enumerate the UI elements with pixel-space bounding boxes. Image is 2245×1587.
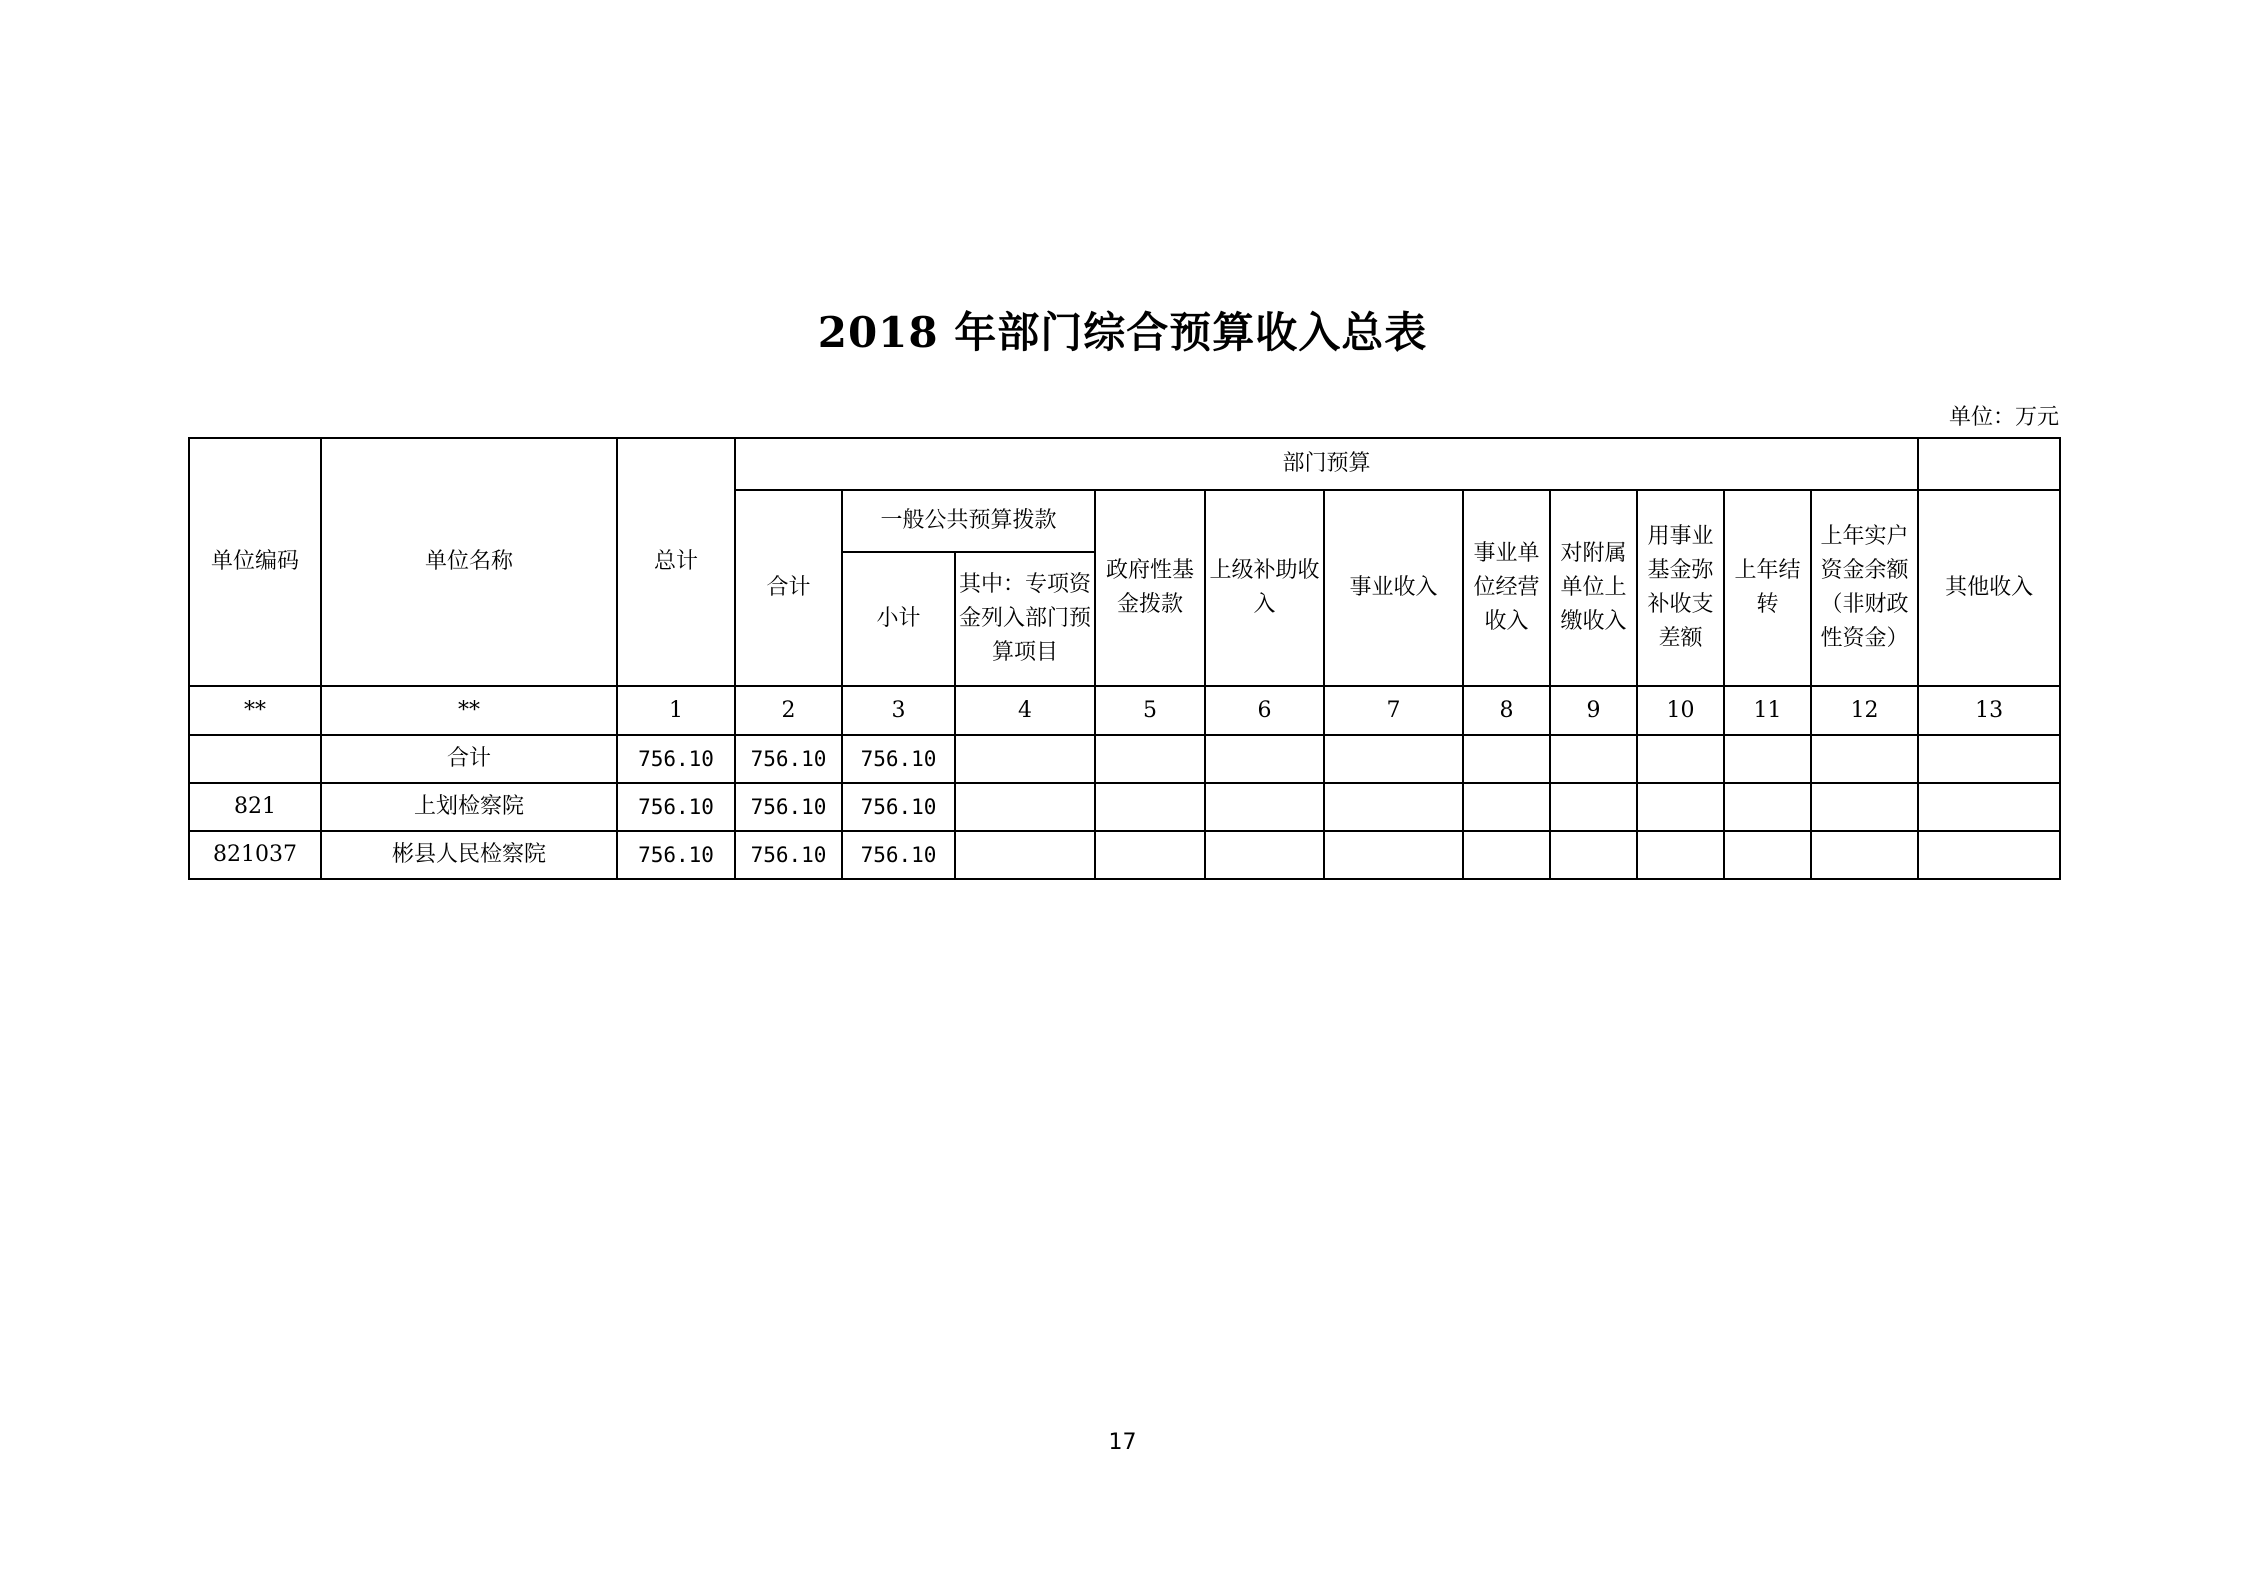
cell-empty	[1324, 831, 1463, 879]
cell-empty	[1463, 783, 1550, 831]
cell-empty	[1637, 783, 1724, 831]
header-career-income: 事业收入	[1324, 490, 1463, 686]
index-cell: 12	[1811, 686, 1918, 735]
header-row-1	[189, 438, 2060, 490]
header-dept-budget: 部门预算	[735, 438, 1918, 490]
cell-empty	[1550, 783, 1637, 831]
cell-empty	[1811, 783, 1918, 831]
cell-empty	[955, 831, 1095, 879]
cell-empty	[1724, 783, 1811, 831]
index-cell: 8	[1463, 686, 1550, 735]
index-cell: 2	[735, 686, 842, 735]
cell-total: 756.10	[617, 735, 735, 783]
cell-empty	[1095, 783, 1205, 831]
index-cell: 6	[1205, 686, 1324, 735]
index-cell: 13	[1918, 686, 2060, 735]
header-subtotal: 小计	[842, 552, 955, 686]
cell-empty	[1550, 735, 1637, 783]
index-cell: 10	[1637, 686, 1724, 735]
header-empty	[1918, 438, 2060, 490]
cell-empty	[1918, 831, 2060, 879]
cell-empty	[1724, 831, 1811, 879]
header-operation-income: 事业单位经营收入	[1463, 490, 1550, 686]
cell-code: 821	[189, 783, 321, 831]
cell-name: 彬县人民检察院	[321, 831, 617, 879]
cell-empty	[1205, 783, 1324, 831]
header-career-fund-gap: 用事业基金弥补收支差额	[1637, 490, 1724, 686]
header-unit-name: 单位名称	[321, 438, 617, 686]
cell-name: 上划检察院	[321, 783, 617, 831]
index-row	[189, 686, 2060, 735]
cell-empty	[1463, 735, 1550, 783]
cell-empty	[1724, 735, 1811, 783]
cell-empty	[1095, 831, 1205, 879]
cell-subtotal: 756.10	[842, 735, 955, 783]
cell-empty	[955, 783, 1095, 831]
cell-empty	[955, 735, 1095, 783]
cell-empty	[1324, 783, 1463, 831]
index-cell: 11	[1724, 686, 1811, 735]
cell-empty	[1811, 735, 1918, 783]
index-cell: **	[189, 686, 321, 735]
page-number: 17	[1108, 1430, 1137, 1455]
header-affiliated-income: 对附属单位上缴收入	[1550, 490, 1637, 686]
cell-empty	[1811, 831, 1918, 879]
cell-empty	[1550, 831, 1637, 879]
header-unit-code: 单位编码	[189, 438, 321, 686]
table-row	[189, 735, 2060, 783]
index-cell: **	[321, 686, 617, 735]
cell-sum: 756.10	[735, 783, 842, 831]
cell-code	[189, 735, 321, 783]
cell-empty	[1205, 735, 1324, 783]
index-cell: 9	[1550, 686, 1637, 735]
header-total: 总计	[617, 438, 735, 686]
cell-empty	[1205, 831, 1324, 879]
cell-code: 821037	[189, 831, 321, 879]
table-row	[189, 831, 2060, 879]
cell-total: 756.10	[617, 831, 735, 879]
cell-empty	[1918, 783, 2060, 831]
table-row	[189, 783, 2060, 831]
cell-subtotal: 756.10	[842, 831, 955, 879]
page-title: 2018 年部门综合预算收入总表	[817, 308, 1428, 357]
header-general-public: 一般公共预算拨款	[842, 490, 1095, 552]
index-cell: 5	[1095, 686, 1205, 735]
header-upper-subsidy: 上级补助收入	[1205, 490, 1324, 686]
header-other-income: 其他收入	[1918, 490, 2060, 686]
unit-label: 单位：万元	[1948, 405, 2059, 430]
header-special-funds: 其中：专项资金列入部门预算项目	[955, 552, 1095, 686]
cell-sum: 756.10	[735, 831, 842, 879]
header-last-year-balance: 上年实户资金余额（非财政性资金）	[1811, 490, 1918, 686]
index-cell: 1	[617, 686, 735, 735]
budget-table	[188, 437, 2061, 880]
cell-empty	[1918, 735, 2060, 783]
cell-empty	[1637, 831, 1724, 879]
cell-empty	[1637, 735, 1724, 783]
cell-empty	[1095, 735, 1205, 783]
index-cell: 3	[842, 686, 955, 735]
cell-empty	[1324, 735, 1463, 783]
cell-sum: 756.10	[735, 735, 842, 783]
cell-total: 756.10	[617, 783, 735, 831]
header-gov-fund: 政府性基金拨款	[1095, 490, 1205, 686]
index-cell: 7	[1324, 686, 1463, 735]
header-last-year-carry: 上年结转	[1724, 490, 1811, 686]
cell-empty	[1463, 831, 1550, 879]
cell-name: 合计	[321, 735, 617, 783]
index-cell: 4	[955, 686, 1095, 735]
cell-subtotal: 756.10	[842, 783, 955, 831]
header-sum: 合计	[735, 490, 842, 686]
